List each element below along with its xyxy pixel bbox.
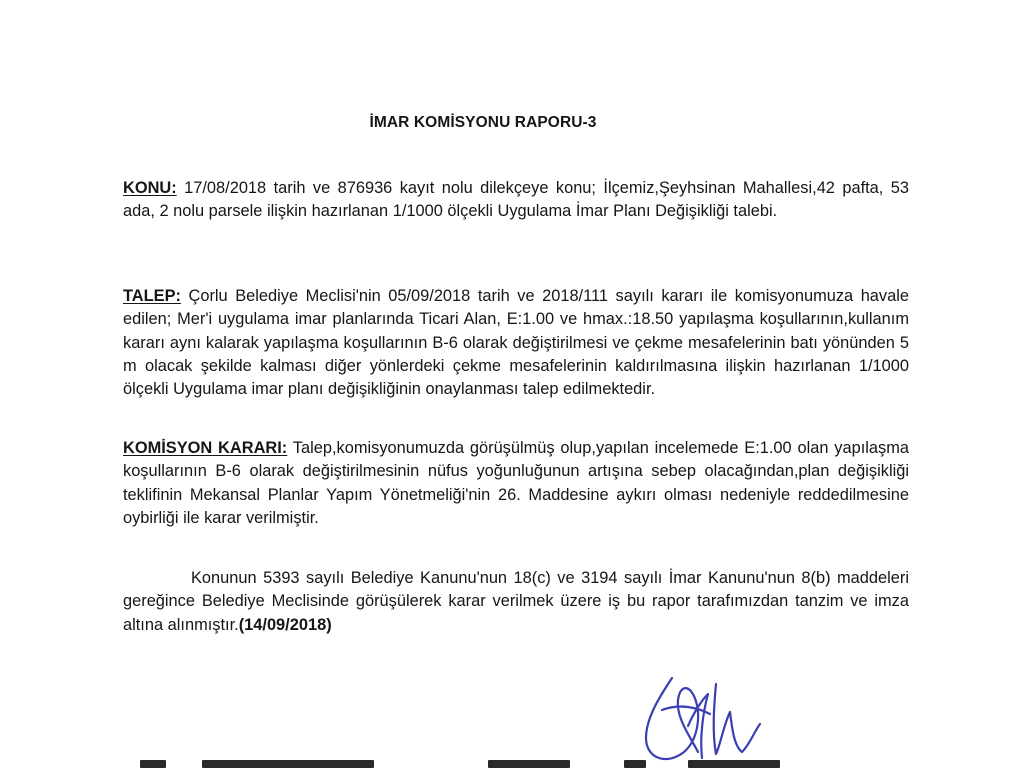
konu-paragraph [123, 177, 909, 224]
komisyon-karari-paragraph [123, 437, 909, 530]
talep-text: Çorlu Belediye Meclisi'nin 05/09/2018 tarih ve 2018/111 sayılı kararı ile komisyonumuza havale edilen; Mer'i uygulama imar planlarında Ticari Alan, E:1.00 ve hmax.:18.50 yapılaşma koşullarının,kullanım kararı aynı kalarak yapılaşma koşullarının B-6 olarak değiştirilmesi ve çekme mesafelerinin batı yönünden 5 m olacak şekilde kalması diğer yönlerdeki çekme mesafelerinin kaldırılmasına ilişkin hazırlanan 1/1000 ölçekli Uygulama imar planı değişikliğinin onaylanması talep edilmektedir. [123, 287, 909, 399]
document-title: İMAR KOMİSYONU RAPORU-3 [369, 114, 597, 131]
closing-paragraph [123, 567, 909, 637]
signature [632, 666, 772, 768]
report-date: (14/09/2018) [238, 615, 332, 634]
closing-text: Konunun 5393 sayılı Belediye Kanunu'nun 18(c) ve 3194 sayılı İmar Kanunu'nun 8(b) maddeleri gereğince Belediye Meclisinde görüşülerek karar verilmek üzere iş bu rapor tarafımızdan tanzim ve imza altına alınmıştır. [123, 569, 909, 634]
komisyon-karari-label: KOMİSYON KARARI: [123, 439, 288, 457]
talep-paragraph [123, 285, 909, 401]
talep-label: TALEP: [123, 287, 181, 305]
konu-label: KONU: [123, 179, 177, 197]
komisyon-karari-text: Talep,komisyonumuzda görüşülmüş olup,yapılan incelemede E:1.00 olan yapılaşma koşullarının B-6 olarak değiştirilmesinin nüfus yoğunluğunun artışına sebep olacağından,plan değişikliği teklifinin Mekansal Planlar Yapım Yönetmeliği'nin 26. Maddesine aykırı olması nedeniyle reddedilmesine oybirliği ile karar verilmiştir. [123, 439, 909, 527]
cut-off-signatory-names [140, 760, 800, 768]
konu-text: 17/08/2018 tarih ve 876936 kayıt nolu dilekçeye konu; İlçemiz,Şeyhsinan Mahallesi,42 pafta, 53 ada, 2 nolu parsele ilişkin hazırlanan 1/1000 ölçekli Uygulama İmar Planı Değişikliği talebi. [123, 179, 909, 221]
